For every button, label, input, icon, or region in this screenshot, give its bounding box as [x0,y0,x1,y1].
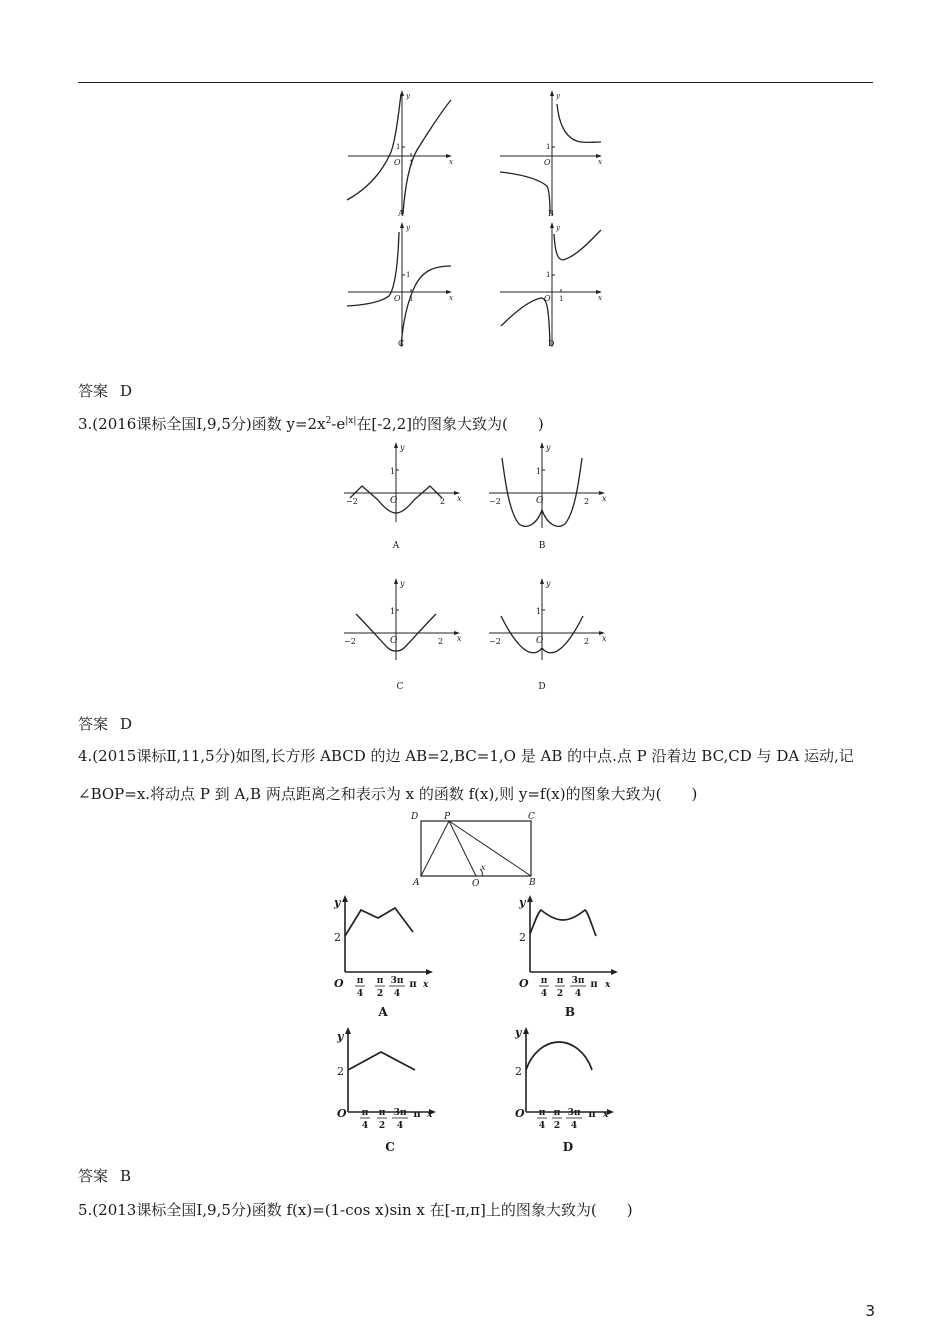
q3a-x-label: x [457,494,462,503]
q2a-one-x: 1 [409,159,414,167]
q3c-label: C [396,682,404,692]
q3b-neg-two: −2 [489,497,501,506]
q4-graph-a [325,892,440,1022]
q4d-label: D [562,1140,574,1154]
q4b-tick1-den: 4 [540,989,548,999]
q2a-y-label: y [406,92,410,100]
q2d-label: D [548,339,555,348]
fig-label-x: x [481,863,486,872]
q2a-origin: O [394,158,401,167]
q4d-tick1-den: 4 [538,1121,546,1131]
q4d-y-label: y [515,1026,522,1039]
q4-graph-b [510,892,625,1022]
q4-graph-d [506,1024,621,1154]
q2c-one-y: 1 [406,271,411,279]
q2a-x-label: x [449,158,453,166]
q4a-tick1-den: 4 [356,989,364,999]
q2-graph-b [497,90,607,220]
fig-label-d: D [411,812,419,822]
q3a-neg-two: −2 [346,497,358,506]
q2c-one-x: 1 [409,295,414,303]
q3-sup-abs: |x| [345,416,357,426]
q2-answer [78,380,132,401]
q3-graph-d [485,576,615,694]
q4a-origin: O [334,977,344,990]
q3-mid: -e [331,415,346,433]
q2-graph-a [345,90,455,220]
q2c-y-label: y [406,224,410,232]
q3c-neg-two: −2 [344,637,356,646]
q4c-origin: O [337,1107,347,1120]
q3-answer-label: 答案 [78,715,109,733]
q3-answer [78,713,132,734]
q3d-two: 2 [584,637,590,646]
q3b-y-label: y [546,443,551,452]
q4d-tick3-den: 4 [570,1121,578,1131]
q4d-tick2-den: 2 [553,1121,561,1131]
q2b-y-label: y [556,92,560,100]
q4c-tick4: π [413,1109,421,1120]
q2-graph-d [497,222,607,352]
q3c-x-label: x [457,634,462,643]
q4d-tick1-num: π [538,1108,546,1118]
q3-sup-square: 2 [325,416,332,426]
q3a-label: A [392,541,400,551]
q4a-tick3-den: 4 [393,989,401,999]
q2a-label: A [398,209,404,218]
q3c-one: 1 [390,607,396,616]
fig-label-b: B [529,878,536,888]
fig-label-p: P [444,812,451,822]
q4c-tick3-den: 4 [396,1121,404,1131]
q4b-two: 2 [519,931,526,944]
q3-graph-b [485,440,615,552]
q3a-origin: O [390,496,398,506]
q3c-origin: O [390,636,398,646]
q3b-x-label: x [602,494,607,503]
q4a-tick1-num: π [356,976,364,986]
q4d-two: 2 [515,1065,522,1078]
q4-question-line2: ∠BOP=x.将动点 P 到 A,B 两点距离之和表示为 x 的函数 f(x),则 y=f(x)的图象大致为( ) [78,785,698,803]
q2a-one-y: 1 [396,143,401,151]
q4c-x-label: x [427,1110,433,1120]
q4c-tick1-num: π [361,1108,369,1118]
q2c-x-label: x [449,294,453,302]
q4c-tick2-num: π [378,1108,386,1118]
q4-answer-value: B [120,1167,132,1185]
q3b-origin: O [536,496,544,506]
q4a-tick2-den: 2 [376,989,384,999]
q3b-label: B [538,541,546,551]
q4a-x-label: x [423,980,429,990]
q3-answer-value: D [120,715,133,733]
q4d-tick4: π [588,1109,596,1120]
q4a-tick4: π [409,979,417,990]
q2b-one-y: 1 [546,143,551,151]
q2d-y-label: y [556,224,560,232]
q4-question-line1: 4.(2015课标Ⅱ,11,5分)如图,长方形 ABCD 的边 AB=2,BC=1,O 是 AB 的中点.点 P 沿着边 BC,CD 与 DA 运动,记 [78,747,854,765]
q4b-tick3-den: 4 [574,989,582,999]
q4b-y-label: y [519,896,526,909]
fig-label-o: O [472,879,480,889]
q2b-x-label: x [598,158,602,166]
q4b-tick2-num: π [556,976,564,986]
q3a-one: 1 [390,467,396,476]
q2c-label: C [398,339,405,348]
q4a-tick3-num: 3π [390,976,404,986]
q3-question [78,413,544,434]
q3b-one: 1 [536,467,542,476]
q4d-x-label: x [603,1110,609,1120]
q2-graph-c [345,222,455,352]
fig-label-c: C [528,812,535,822]
q3a-two: 2 [440,497,446,506]
q3c-y-label: y [400,579,405,588]
q3-prefix: 3.(2016课标全国Ⅰ,9,5分)函数 y=2x [78,415,326,433]
q3d-y-label: y [546,579,551,588]
q3-suffix: 在[-2,2]的图象大致为( ) [356,415,544,433]
q2d-one-y: 1 [546,271,551,279]
page-number: 3 [865,1302,875,1320]
q4d-origin: O [515,1107,525,1120]
q4a-tick2-num: π [376,976,384,986]
q2b-label: B [548,209,554,218]
q4-graph-c [328,1024,443,1154]
q4c-tick1-den: 4 [361,1121,369,1131]
q2d-one-x: 1 [559,295,564,303]
q3-graph-c [340,576,470,694]
q4b-x-label: x [605,980,611,990]
q2d-x-label: x [598,294,602,302]
q4b-tick1-num: π [540,976,548,986]
q3b-two: 2 [584,497,590,506]
q4a-label: A [378,1005,388,1019]
q4c-y-label: y [337,1030,344,1043]
q3d-origin: O [536,636,544,646]
q4d-tick2-num: π [553,1108,561,1118]
q3c-two: 2 [438,637,444,646]
q4b-origin: O [519,977,529,990]
q2-answer-value: D [120,382,133,400]
q3-graph-a [340,440,470,552]
q3d-label: D [538,682,546,692]
q3d-x-label: x [602,634,607,643]
q4b-label: B [564,1005,576,1019]
q4b-tick3-num: 3π [571,976,585,986]
q2-answer-label: 答案 [78,382,109,400]
q4-rectangle-figure [408,808,548,888]
q2d-origin: O [544,294,551,303]
q2b-origin: O [544,158,551,167]
q4b-tick2-den: 2 [556,989,564,999]
q3d-neg-two: −2 [489,637,501,646]
q3a-y-label: y [400,443,405,452]
fig-label-a: A [413,878,420,888]
q4a-two: 2 [334,931,341,944]
q2c-origin: O [394,294,401,303]
q4-answer [78,1165,131,1186]
q4c-two: 2 [337,1065,344,1078]
q4b-tick4: π [590,979,598,990]
q4a-y-label: y [334,896,341,909]
q4c-label: C [385,1140,395,1154]
q4c-tick2-den: 2 [378,1121,386,1131]
header-rule [78,82,873,83]
q5-question: 5.(2013课标全国Ⅰ,9,5分)函数 f(x)=(1-cos x)sin x 在[-π,π]上的图象大致为( ) [78,1201,633,1219]
q3d-one: 1 [536,607,542,616]
q4d-tick3-num: 3π [567,1108,581,1118]
q4-answer-label: 答案 [78,1167,109,1185]
q4c-tick3-num: 3π [393,1108,407,1118]
